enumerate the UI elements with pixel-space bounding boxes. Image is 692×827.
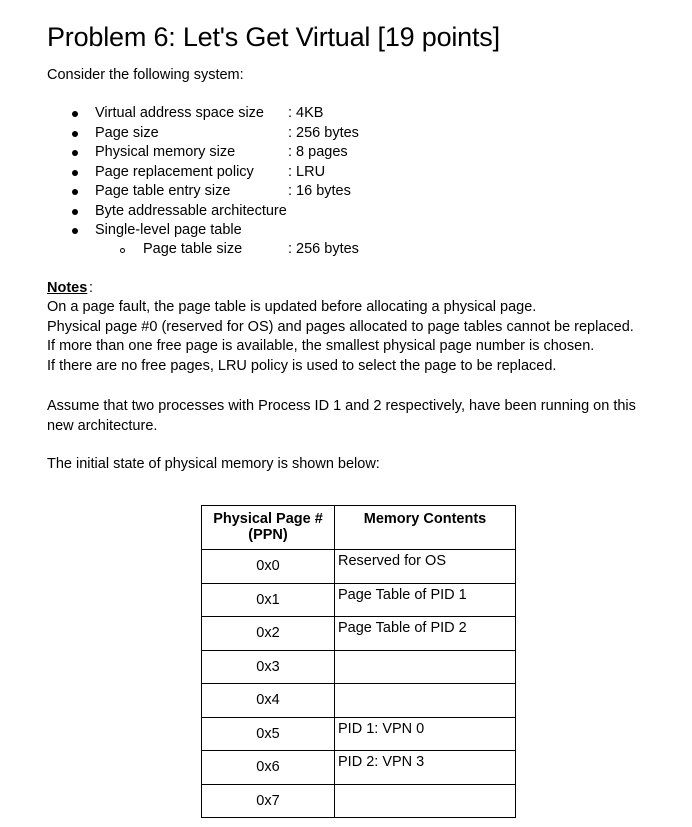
ppn-cell: 0x7 (202, 784, 335, 818)
notes-heading (47, 279, 87, 298)
contents-cell (335, 784, 516, 818)
ppn-column-header: Physical Page # (PPN) (202, 506, 335, 550)
spec-value: : 256 bytes (288, 125, 359, 141)
notes-heading-colon: : (89, 280, 94, 296)
contents-cell: Page Table of PID 2 (335, 617, 516, 651)
intro-text: Consider the following system: (47, 67, 244, 83)
physical-memory-table (201, 505, 516, 818)
table-row (202, 751, 516, 785)
contents-cell (335, 684, 516, 718)
ppn-cell: 0x3 (202, 650, 335, 684)
table-row (202, 583, 516, 617)
initial-state-text: The initial state of physical memory is shown below: (47, 456, 380, 472)
table-header-row (202, 506, 516, 550)
table-row (202, 717, 516, 751)
contents-cell: PID 1: VPN 0 (335, 717, 516, 751)
spec-label: Page table entry size (95, 183, 231, 199)
ppn-cell: 0x0 (202, 550, 335, 584)
spec-label: Page size (95, 125, 159, 141)
note-line: On a page fault, the page table is updated before allocating a physical page. (47, 299, 537, 315)
spec-label: Byte addressable architecture (95, 203, 287, 219)
note-line: If more than one free page is available, the smallest physical page number is chosen. (47, 338, 595, 354)
table-row (202, 684, 516, 718)
bullet-icon (72, 209, 78, 215)
note-line: If there are no free pages, LRU policy is used to select the page to be replaced. (47, 357, 557, 374)
spec-label: Page replacement policy (95, 164, 254, 180)
contents-cell: Page Table of PID 1 (335, 583, 516, 617)
bullet-icon (72, 189, 78, 195)
spec-value: : 256 bytes (288, 241, 359, 257)
notes-heading-text: Notes (47, 280, 88, 296)
bullet-icon (72, 131, 78, 137)
table-row (202, 617, 516, 651)
spec-label: Physical memory size (95, 144, 236, 160)
table-row (202, 550, 516, 584)
notes-body (47, 298, 634, 376)
ppn-cell: 0x5 (202, 717, 335, 751)
contents-column-header: Memory Contents (335, 506, 516, 550)
spec-value: : LRU (288, 164, 326, 180)
contents-cell: Reserved for OS (335, 550, 516, 584)
hollow-bullet-icon (120, 248, 125, 253)
ppn-cell: 0x4 (202, 684, 335, 718)
table-row (202, 784, 516, 818)
spec-label: Single-level page table (95, 222, 242, 238)
ppn-cell: 0x2 (202, 617, 335, 651)
bullet-icon (72, 170, 78, 176)
spec-label: Virtual address space size (95, 105, 264, 121)
problem-title: Problem 6: Let's Get Virtual [19 points] (47, 22, 500, 52)
ppn-cell: 0x6 (202, 751, 335, 785)
assumption-text: Assume that two processes with Process ID 1 and 2 respectively, have been running on this new architecture. (47, 398, 636, 434)
bullet-icon (72, 150, 78, 156)
table-row (202, 650, 516, 684)
bullet-icon (72, 111, 78, 117)
ppn-cell: 0x1 (202, 583, 335, 617)
spec-label: Page table size (143, 241, 243, 257)
contents-cell (335, 650, 516, 684)
spec-value: : 16 bytes (288, 183, 351, 199)
contents-cell: PID 2: VPN 3 (335, 751, 516, 785)
spec-value: : 8 pages (288, 144, 348, 160)
note-line: Physical page #0 (reserved for OS) and pages allocated to page tables cannot be replaced. (47, 318, 634, 335)
spec-value: : 4KB (288, 105, 324, 121)
bullet-icon (72, 228, 78, 234)
